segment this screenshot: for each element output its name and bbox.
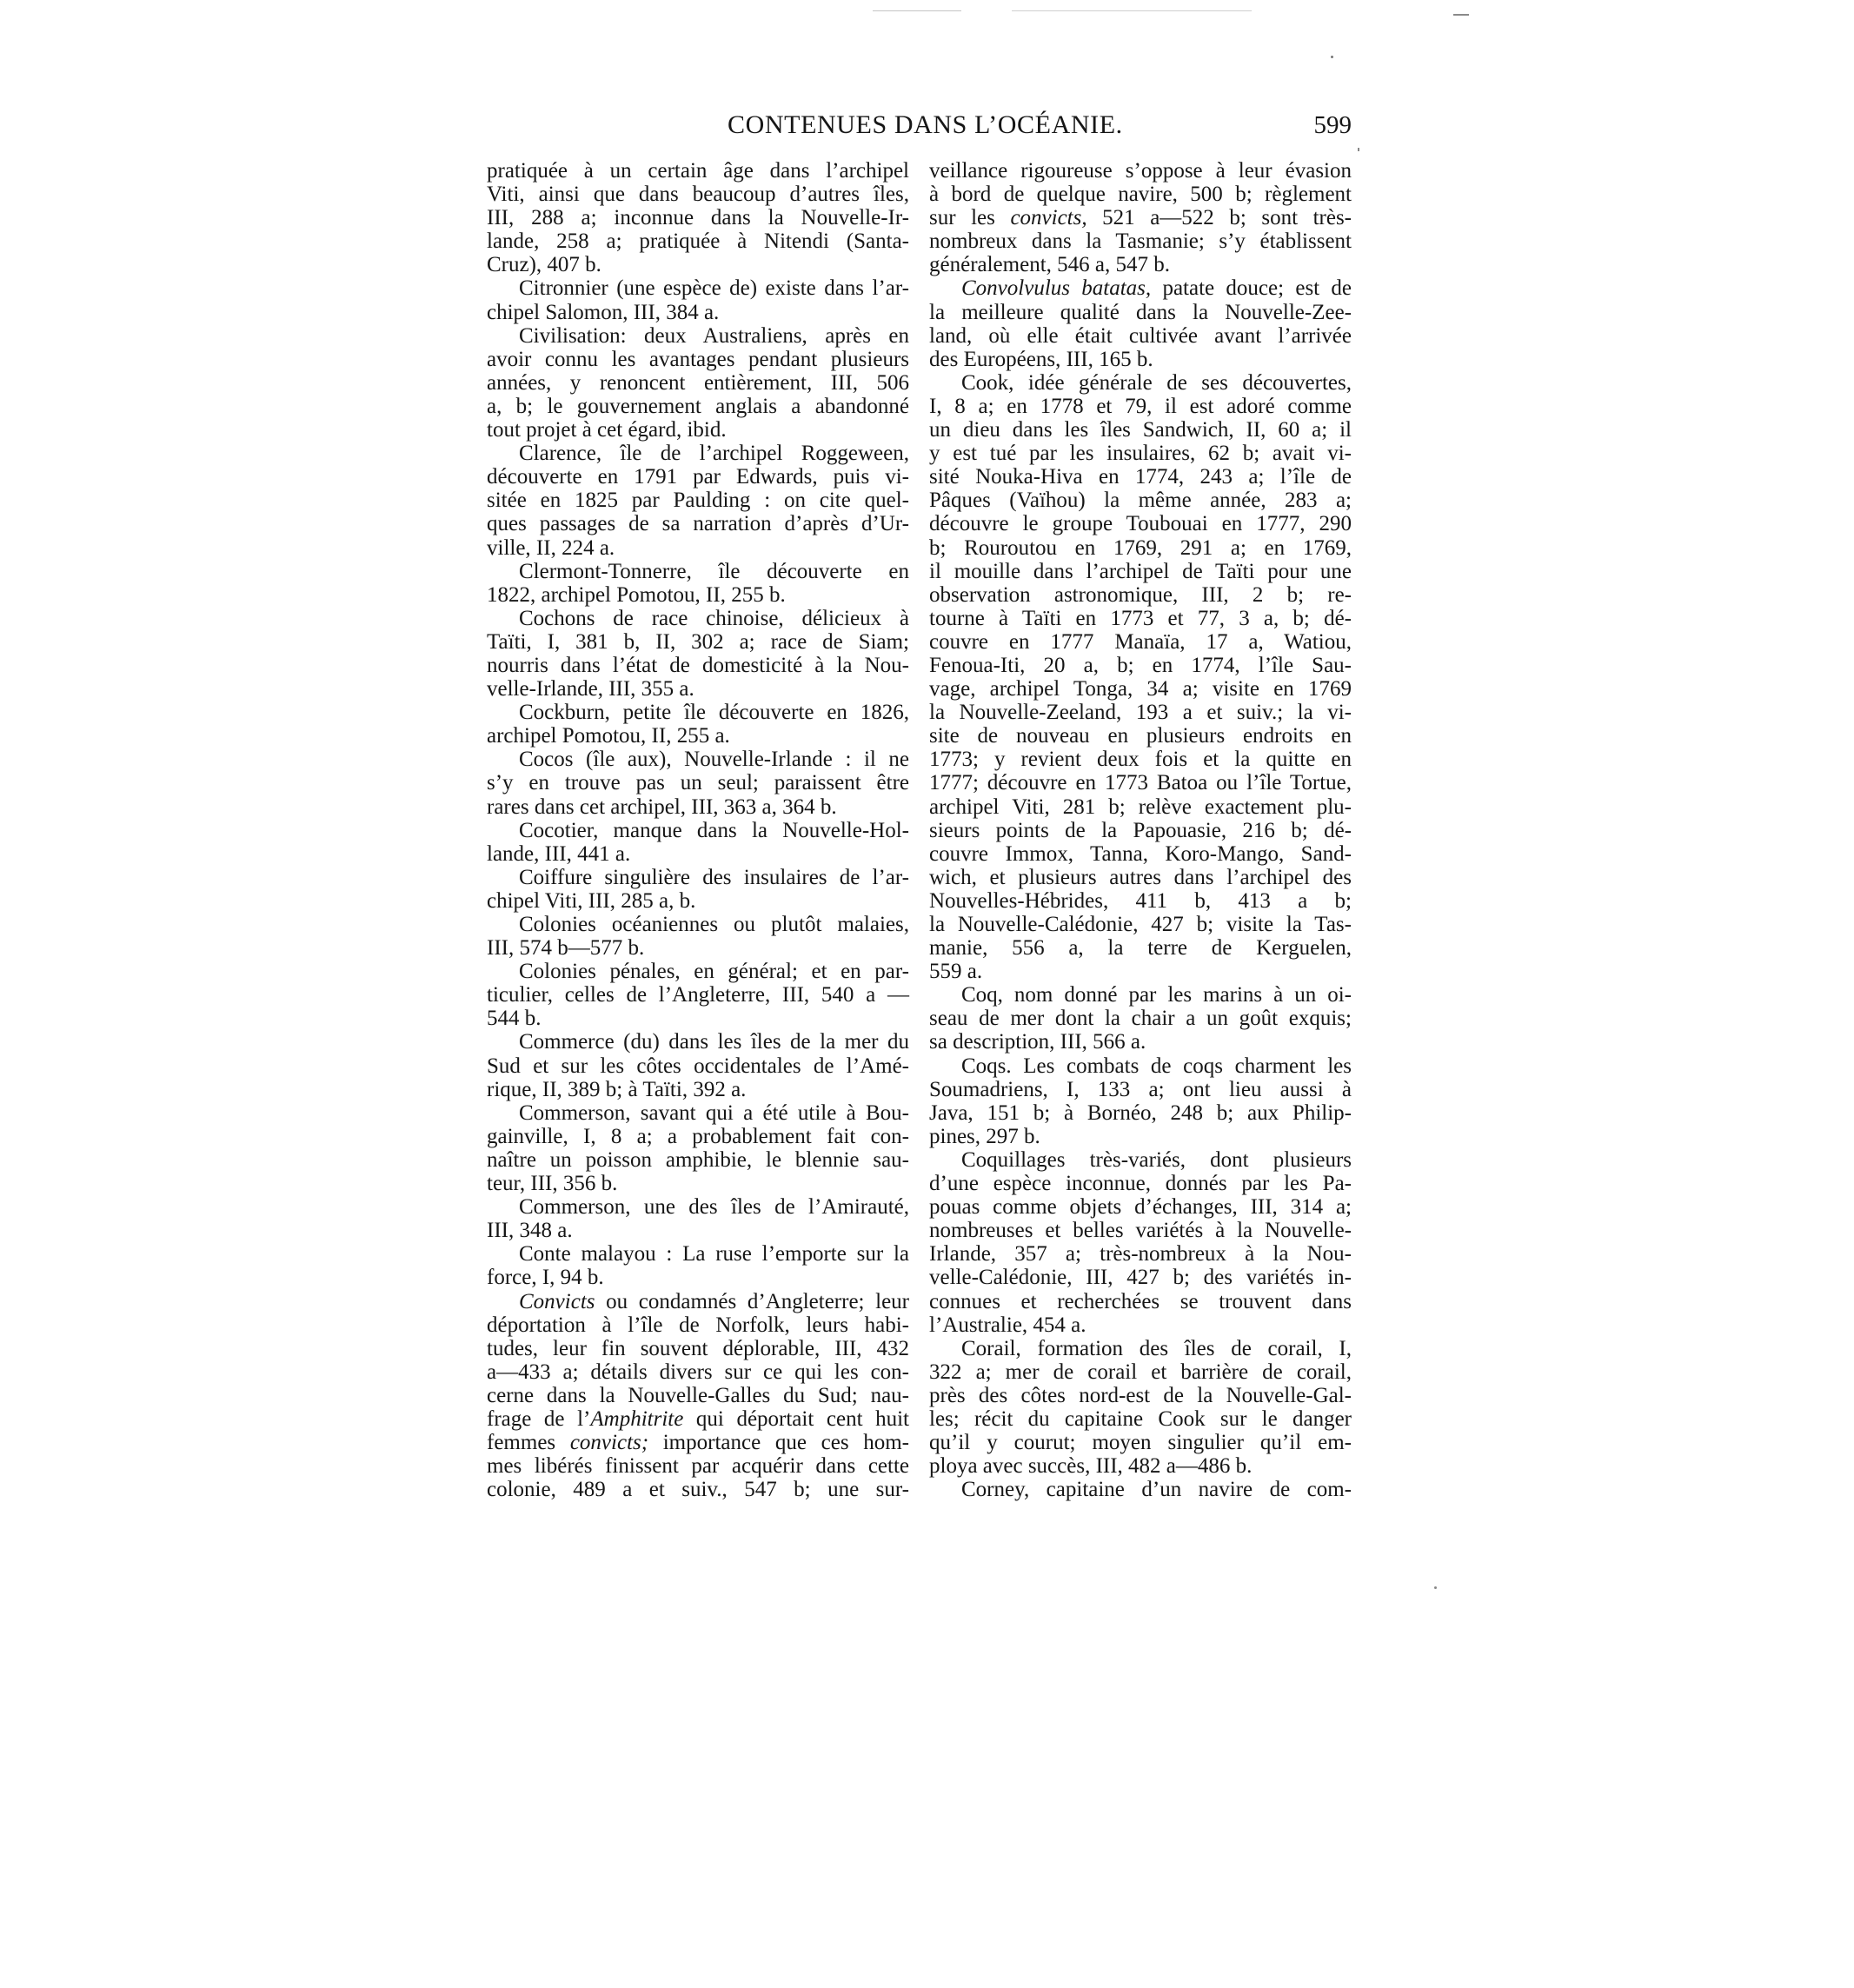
text-run: sité Nouka-Hiva en 1774, 243 a; l’île de bbox=[929, 465, 1352, 489]
index-line bbox=[929, 1337, 1352, 1360]
scan-mark bbox=[1331, 56, 1333, 58]
text-run: sieurs points de la Papouasie, 216 b; dé- bbox=[929, 818, 1352, 842]
index-line bbox=[487, 1290, 909, 1313]
index-line bbox=[929, 1125, 1352, 1148]
text-run: gainville, I, 8 a; a probablement fait con- bbox=[487, 1124, 909, 1148]
text-run: femmes bbox=[487, 1431, 570, 1455]
index-line bbox=[929, 771, 1352, 795]
index-line bbox=[487, 842, 909, 866]
text-run: 544 b. bbox=[487, 1007, 542, 1031]
text-run: nourris dans l’état de domesticité à la Nou- bbox=[487, 653, 909, 677]
text-run: mes libérés finissent par acquérir dans cette bbox=[487, 1454, 909, 1479]
index-line bbox=[487, 1195, 909, 1219]
text-run: découverte en 1791 par Edwards, puis vi- bbox=[487, 465, 909, 489]
index-line bbox=[487, 1078, 909, 1101]
text-run: connues et recherchées se trouvent dans bbox=[929, 1289, 1352, 1313]
index-line bbox=[929, 1290, 1352, 1313]
index-line bbox=[929, 1007, 1352, 1030]
index-line bbox=[929, 1148, 1352, 1172]
text-run: wich, et plusieurs autres dans l’archipel des bbox=[929, 865, 1352, 889]
index-line bbox=[929, 1360, 1352, 1384]
index-line bbox=[487, 748, 909, 771]
text-run: sur les bbox=[929, 206, 1011, 230]
index-line bbox=[487, 560, 909, 583]
text-run: couvre en 1777 Manaïa, 17 a, Watiou, bbox=[929, 629, 1352, 654]
index-line bbox=[487, 371, 909, 395]
text-run: pratiquée à un certain âge dans l’archipel bbox=[487, 159, 909, 183]
text-run: Fenoua-Iti, 20 a, b; en 1774, l’île Sau- bbox=[929, 653, 1352, 677]
text-run: qu’il y courut; moyen singulier qu’il em- bbox=[929, 1431, 1352, 1455]
text-run: Irlande, 357 a; très-nombreux à la Nou- bbox=[929, 1242, 1352, 1267]
index-line bbox=[487, 1101, 909, 1125]
italic-term: Convolvulus batatas, bbox=[961, 276, 1152, 301]
index-line bbox=[487, 418, 909, 442]
text-run: des Européens, III, 165 b. bbox=[929, 347, 1153, 371]
text-run: qui déportait cent huit bbox=[683, 1406, 909, 1431]
index-line bbox=[929, 183, 1352, 206]
text-run: Cocos (île aux), Nouvelle-Irlande : il ne bbox=[519, 748, 909, 772]
index-line bbox=[487, 1219, 909, 1242]
text-run: lande, III, 441 a. bbox=[487, 841, 631, 866]
text-run: force, I, 94 b. bbox=[487, 1266, 604, 1290]
left-column bbox=[487, 159, 909, 1501]
scan-mark bbox=[1434, 1586, 1437, 1589]
text-run: ploya avec succès, III, 482 a—486 b. bbox=[929, 1454, 1253, 1479]
index-line bbox=[487, 442, 909, 465]
text-run: 521 a—522 b; sont très- bbox=[1086, 206, 1352, 230]
index-line bbox=[929, 866, 1352, 889]
index-line bbox=[929, 206, 1352, 229]
index-line bbox=[929, 276, 1352, 300]
text-run: observation astronomique, III, 2 b; re- bbox=[929, 582, 1352, 607]
index-line bbox=[487, 253, 909, 276]
text-run: 559 a. bbox=[929, 960, 983, 984]
text-run: Coqs. Les combats de coqs charment les bbox=[961, 1054, 1352, 1078]
text-run: près des côtes nord-est de la Nouvelle-Gal- bbox=[929, 1383, 1352, 1407]
index-line bbox=[487, 206, 909, 229]
text-run: Coquillages très-variés, dont plusieurs bbox=[961, 1147, 1352, 1172]
index-entry bbox=[487, 701, 909, 748]
text-run: nombreux dans la Tasmanie; s’y établissent bbox=[929, 229, 1352, 254]
index-line bbox=[929, 630, 1352, 654]
text-run: Commerson, une des îles de l’Amirauté, bbox=[519, 1195, 909, 1220]
text-run: rique, II, 389 b; à Taïti, 392 a. bbox=[487, 1077, 747, 1101]
index-line bbox=[929, 442, 1352, 465]
index-line bbox=[487, 630, 909, 654]
index-line bbox=[929, 1242, 1352, 1266]
text-run: Commerson, savant qui a été utile à Bou- bbox=[519, 1100, 909, 1125]
index-entry bbox=[487, 748, 909, 818]
index-line bbox=[487, 819, 909, 842]
text-run: naître un poisson amphibie, le blennie sau- bbox=[487, 1147, 909, 1172]
text-run: l’Australie, 454 a. bbox=[929, 1313, 1086, 1337]
index-line bbox=[487, 1007, 909, 1030]
text-run: land, où elle était cultivée avant l’arrivée bbox=[929, 323, 1352, 348]
italic-term: Amphitrite bbox=[590, 1406, 684, 1431]
index-entry bbox=[487, 1101, 909, 1195]
index-entry bbox=[487, 866, 909, 913]
index-line bbox=[487, 1431, 909, 1454]
index-line bbox=[487, 795, 909, 819]
text-run: archipel Pomotou, II, 255 a. bbox=[487, 724, 730, 748]
index-line bbox=[929, 1101, 1352, 1125]
text-run: d’une espèce inconnue, donnés par les Pa- bbox=[929, 1172, 1352, 1196]
text-run: il mouille dans l’archipel de Taïti pour une bbox=[929, 559, 1352, 583]
index-entry bbox=[487, 159, 909, 276]
index-entry bbox=[929, 371, 1352, 983]
index-line bbox=[929, 983, 1352, 1007]
index-entry bbox=[929, 1337, 1352, 1479]
index-line bbox=[929, 889, 1352, 913]
text-run: I, 8 a; en 1778 et 79, il est adoré comme bbox=[929, 394, 1352, 418]
index-line bbox=[487, 159, 909, 183]
text-run: s’y en trouve pas un seul; paraissent être bbox=[487, 771, 909, 795]
text-run: 1777; découvre en 1773 Batoa ou l’île Tortue, bbox=[929, 771, 1352, 795]
text-run: Corney, capitaine d’un navire de com- bbox=[961, 1478, 1352, 1502]
index-line bbox=[929, 1219, 1352, 1242]
index-line bbox=[487, 1384, 909, 1407]
index-line bbox=[487, 1266, 909, 1289]
text-run: y est tué par les insulaires, 62 b; avait vi- bbox=[929, 442, 1352, 466]
index-line bbox=[487, 771, 909, 795]
index-line bbox=[487, 936, 909, 960]
index-line bbox=[487, 983, 909, 1007]
scan-mark bbox=[1358, 148, 1359, 151]
index-line bbox=[487, 1407, 909, 1431]
index-line bbox=[487, 1454, 909, 1478]
text-run: Viti, ainsi que dans beaucoup d’autres îles, bbox=[487, 183, 909, 207]
text-run: Cocotier, manque dans la Nouvelle-Hol- bbox=[519, 818, 909, 842]
index-entry bbox=[487, 560, 909, 607]
text-run: III, 574 b—577 b. bbox=[487, 936, 645, 961]
text-run: Corail, formation des îles de corail, I, bbox=[961, 1336, 1352, 1360]
index-line bbox=[487, 866, 909, 889]
index-line bbox=[929, 1030, 1352, 1054]
index-line bbox=[487, 654, 909, 677]
index-line bbox=[929, 1478, 1352, 1501]
index-line bbox=[487, 1172, 909, 1195]
index-line bbox=[929, 936, 1352, 960]
index-line bbox=[929, 677, 1352, 701]
text-run: Coiffure singulière des insulaires de l’ar- bbox=[519, 865, 909, 889]
index-line bbox=[487, 677, 909, 701]
index-line bbox=[487, 913, 909, 936]
text-run: Cruz), 407 b. bbox=[487, 253, 601, 277]
index-line bbox=[487, 960, 909, 983]
text-run: patate douce; est de bbox=[1151, 276, 1352, 301]
index-line bbox=[487, 183, 909, 206]
scan-mark bbox=[1453, 14, 1469, 16]
index-line bbox=[929, 371, 1352, 395]
text-run: ville, II, 224 a. bbox=[487, 535, 615, 560]
text-run: sitée en 1825 par Paulding : on cite quel- bbox=[487, 489, 909, 513]
index-line bbox=[929, 1078, 1352, 1101]
index-line bbox=[929, 1431, 1352, 1454]
index-line bbox=[929, 348, 1352, 371]
index-line bbox=[487, 348, 909, 371]
text-run: seau de mer dont la chair a un goût exquis; bbox=[929, 1007, 1352, 1031]
text-run: Sud et sur les côtes occidentales de l’Amé- bbox=[487, 1054, 909, 1078]
text-run: III, 348 a. bbox=[487, 1219, 573, 1243]
index-line bbox=[929, 748, 1352, 771]
text-run: rares dans cet archipel, III, 363 a, 364 b. bbox=[487, 795, 837, 819]
index-entry bbox=[487, 1242, 909, 1289]
text-run: frage de l’ bbox=[487, 1406, 591, 1431]
index-line bbox=[929, 1407, 1352, 1431]
index-line bbox=[487, 1148, 909, 1172]
index-line bbox=[929, 512, 1352, 535]
index-line bbox=[487, 1125, 909, 1148]
text-run: a, b; le gouvernement anglais a abandonné bbox=[487, 394, 909, 418]
index-line bbox=[929, 960, 1352, 983]
index-line bbox=[929, 253, 1352, 276]
index-line bbox=[929, 1266, 1352, 1289]
text-run: importance que ces hom- bbox=[648, 1431, 910, 1455]
index-line bbox=[929, 159, 1352, 183]
text-run: Coq, nom donné par les marins à un oi- bbox=[961, 983, 1352, 1007]
text-run: manie, 556 a, la terre de Kerguelen, bbox=[929, 936, 1352, 961]
text-run: archipel Viti, 281 b; relève exactement plu- bbox=[929, 795, 1352, 819]
text-run: Cook, idée générale de ses découvertes, bbox=[961, 370, 1352, 395]
index-line bbox=[929, 1454, 1352, 1478]
index-line bbox=[929, 465, 1352, 489]
text-run: ques passages de sa narration d’après d’Ur- bbox=[487, 512, 909, 536]
text-run: un dieu dans les îles Sandwich, II, 60 a; il bbox=[929, 418, 1352, 442]
index-line bbox=[929, 560, 1352, 583]
text-run: années, y renoncent entièrement, III, 506 bbox=[487, 370, 909, 395]
text-run: velle-Irlande, III, 355 a. bbox=[487, 677, 694, 701]
index-line bbox=[487, 1054, 909, 1078]
index-line bbox=[929, 701, 1352, 724]
index-entry bbox=[929, 1054, 1352, 1148]
index-line bbox=[487, 465, 909, 489]
text-run: Civilisation: deux Australiens, après en bbox=[519, 323, 909, 348]
text-run: couvre Immox, Tanna, Koro-Mango, Sand- bbox=[929, 841, 1352, 866]
index-line bbox=[929, 489, 1352, 512]
text-run: 1822, archipel Pomotou, II, 255 b. bbox=[487, 582, 786, 607]
text-run: généralement, 546 a, 547 b. bbox=[929, 253, 1170, 277]
index-line bbox=[929, 1313, 1352, 1337]
index-entry bbox=[929, 983, 1352, 1054]
text-run: déportation à l’île de Norfolk, leurs habi- bbox=[487, 1313, 909, 1337]
text-run: Clarence, île de l’archipel Roggeween, bbox=[519, 442, 909, 466]
text-run: site de nouveau en plusieurs endroits en bbox=[929, 724, 1352, 748]
index-entry bbox=[487, 1030, 909, 1100]
index-line bbox=[929, 229, 1352, 253]
text-run: nombreuses et belles variétés à la Nouvelle- bbox=[929, 1219, 1352, 1243]
text-run: sa description, III, 566 a. bbox=[929, 1030, 1146, 1054]
italic-term: convicts, bbox=[1010, 206, 1087, 230]
text-run: la meilleure qualité dans la Nouvelle-Zee- bbox=[929, 300, 1352, 324]
text-run: velle-Calédonie, III, 427 b; des variétés in- bbox=[929, 1266, 1352, 1290]
index-line bbox=[929, 607, 1352, 630]
text-run: pines, 297 b. bbox=[929, 1124, 1040, 1148]
text-run: chipel Salomon, III, 384 a. bbox=[487, 300, 720, 324]
index-line bbox=[929, 418, 1352, 442]
text-run: a—433 a; détails divers sur ce qui les con- bbox=[487, 1360, 909, 1384]
text-run: tourne à Taïti en 1773 et 77, 3 a, b; dé- bbox=[929, 606, 1352, 630]
index-line bbox=[929, 1384, 1352, 1407]
italic-term: Convicts bbox=[519, 1289, 595, 1313]
index-line bbox=[487, 512, 909, 535]
index-entry bbox=[487, 960, 909, 1030]
page-number: 599 bbox=[1313, 111, 1352, 139]
text-run: 322 a; mer de corail et barrière de corail, bbox=[929, 1360, 1352, 1384]
text-run: Clermont-Tonnerre, île découverte en bbox=[519, 559, 909, 583]
text-run: Colonies océaniennes ou plutôt malaies, bbox=[519, 913, 909, 936]
text-run: avoir connu les avantages pendant plusieurs bbox=[487, 347, 909, 371]
index-entry bbox=[487, 913, 909, 960]
scan-mark bbox=[1012, 10, 1252, 11]
index-line bbox=[487, 301, 909, 324]
index-entry bbox=[929, 159, 1352, 276]
text-run: veillance rigoureuse s’oppose à leur évasion bbox=[929, 159, 1352, 183]
text-run: découvre le groupe Toubouai en 1777, 290 bbox=[929, 512, 1352, 536]
index-entry bbox=[487, 276, 909, 323]
text-run: colonie, 489 a et suiv., 547 b; une sur- bbox=[487, 1478, 909, 1502]
text-run: ticulier, celles de l’Angleterre, III, 540 a — bbox=[487, 983, 909, 1007]
index-line bbox=[929, 1195, 1352, 1219]
index-entry bbox=[487, 607, 909, 701]
index-entry bbox=[929, 1478, 1352, 1501]
index-line bbox=[929, 536, 1352, 560]
index-line bbox=[487, 229, 909, 253]
text-run: 1773; y revient deux fois et la quitte en bbox=[929, 748, 1352, 772]
text-run: Colonies pénales, en général; et en par- bbox=[519, 960, 909, 984]
text-run: Commerce (du) dans les îles de la mer du bbox=[519, 1030, 909, 1054]
right-column bbox=[929, 159, 1352, 1501]
index-line bbox=[929, 795, 1352, 819]
index-line bbox=[487, 583, 909, 607]
text-run: la Nouvelle-Calédonie, 427 b; visite la Tas- bbox=[929, 913, 1352, 936]
index-line bbox=[487, 1242, 909, 1266]
index-line bbox=[929, 301, 1352, 324]
text-run: cerne dans la Nouvelle-Galles du Sud; nau- bbox=[487, 1383, 909, 1407]
index-line bbox=[929, 724, 1352, 748]
text-run: vage, archipel Tonga, 34 a; visite en 1769 bbox=[929, 677, 1352, 701]
index-entry bbox=[487, 442, 909, 559]
text-run: lande, 258 a; pratiquée à Nitendi (Santa- bbox=[487, 229, 909, 254]
index-line bbox=[487, 1478, 909, 1501]
italic-term: convicts; bbox=[569, 1431, 649, 1455]
index-entry bbox=[487, 819, 909, 866]
running-head: CONTENUES DANS L’OCÉANIE. bbox=[728, 110, 1123, 139]
index-line bbox=[487, 1360, 909, 1384]
text-run: tout projet à cet égard, ibid. bbox=[487, 418, 727, 442]
index-entry bbox=[487, 1290, 909, 1502]
index-line bbox=[929, 395, 1352, 418]
text-run: Nouvelles-Hébrides, 411 b, 413 a b; bbox=[929, 888, 1352, 913]
scan-mark bbox=[873, 10, 961, 11]
text-run: tudes, leur fin souvent déplorable, III, 432 bbox=[487, 1336, 909, 1360]
index-line bbox=[487, 489, 909, 512]
text-run: pouas comme objets d’échanges, III, 314 a; bbox=[929, 1195, 1352, 1220]
index-line bbox=[487, 276, 909, 300]
text-run: teur, III, 356 b. bbox=[487, 1172, 618, 1196]
text-run: Java, 151 b; à Bornéo, 248 b; aux Philip- bbox=[929, 1100, 1352, 1125]
index-entry bbox=[929, 276, 1352, 370]
text-run: ou condamnés d’Angleterre; leur bbox=[595, 1289, 909, 1313]
index-line bbox=[929, 654, 1352, 677]
text-run: Soumadriens, I, 133 a; ont lieu aussi à bbox=[929, 1077, 1352, 1101]
index-line bbox=[487, 324, 909, 348]
text-run: Cockburn, petite île découverte en 1826, bbox=[519, 701, 909, 725]
text-run: à bord de quelque navire, 500 b; règlement bbox=[929, 183, 1352, 207]
text-run: Pâques (Vaïhou) la même année, 283 a; bbox=[929, 489, 1352, 513]
index-line bbox=[929, 819, 1352, 842]
index-entry bbox=[487, 1195, 909, 1242]
index-line bbox=[487, 889, 909, 913]
index-line bbox=[487, 724, 909, 748]
index-line bbox=[487, 701, 909, 724]
index-line bbox=[929, 842, 1352, 866]
index-line bbox=[487, 1313, 909, 1337]
text-run: Conte malayou : La ruse l’emporte sur la bbox=[519, 1242, 909, 1267]
index-line bbox=[929, 1054, 1352, 1078]
text-run: la Nouvelle-Zeeland, 193 a et suiv.; la vi- bbox=[929, 701, 1352, 725]
text-run: Taïti, I, 381 b, II, 302 a; race de Siam; bbox=[487, 629, 909, 654]
text-run: les; récit du capitaine Cook sur le danger bbox=[929, 1406, 1352, 1431]
index-line bbox=[929, 1172, 1352, 1195]
index-line bbox=[487, 1337, 909, 1360]
text-run: chipel Viti, III, 285 a, b. bbox=[487, 888, 696, 913]
text-run: Cochons de race chinoise, délicieux à bbox=[519, 606, 909, 630]
index-line bbox=[487, 536, 909, 560]
index-line bbox=[929, 324, 1352, 348]
text-run: III, 288 a; inconnue dans la Nouvelle-Ir- bbox=[487, 206, 909, 230]
index-line bbox=[487, 395, 909, 418]
index-line bbox=[929, 913, 1352, 936]
text-run: Citronnier (une espèce de) existe dans l’ar- bbox=[519, 276, 909, 301]
text-run: b; Rouroutou en 1769, 291 a; en 1769, bbox=[929, 535, 1352, 560]
index-entry bbox=[929, 1148, 1352, 1337]
index-line bbox=[487, 607, 909, 630]
index-entry bbox=[487, 324, 909, 442]
index-line bbox=[929, 583, 1352, 607]
index-line bbox=[487, 1030, 909, 1054]
